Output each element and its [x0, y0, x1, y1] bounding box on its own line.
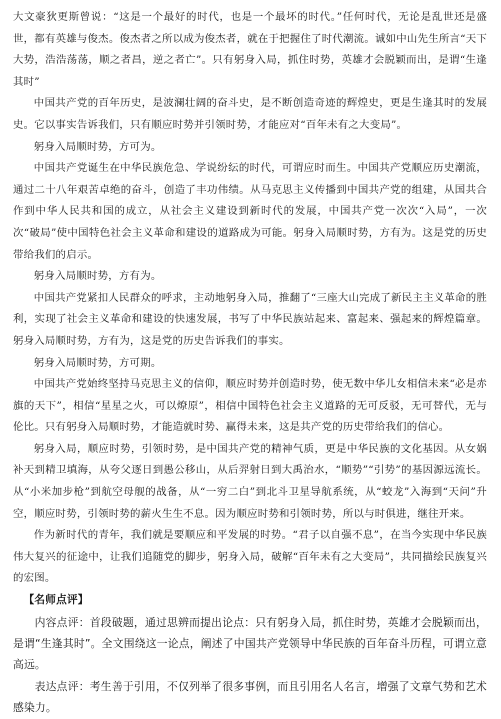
article-paragraph-3: 中国共产党诞生在中华民族危急、学说纷纭的时代，可谓应时而生。中国共产党顺应历史潮流，通过二十八年艰苦卓绝的奋斗，创造了丰功伟绩。从马克思主义传播到中国共产党的组建，从国共合作到中华人民共和国的成立，从社会主义建设到新时代的发展，中国共产党一次次“入局”，一次次“破局”使中国特色社会主义革命和建设的道路成为可能。躬身入局顺时势，方有为。这是党的历史带给我们的启示。	[13, 162, 487, 261]
article-paragraph-2: 中国共产党的百年历史，是波澜壮阔的奋斗史，是不断创造奇迹的辉煌史，更是生逢其时的发展史。它以事实告诉我们，只有顺应时势并引领时势，才能应对“百年未有之大变局”。	[13, 97, 487, 131]
content-comment: 内容点评：首段破题，通过思辨而提出论点：只有躬身入局，抓住时势，英雄才会脱颖而出，是谓“生逢其时”。全文围绕这一论点，阐述了中国共产党领导中华民族的百年奋斗历程，可谓立意高远。	[13, 615, 487, 672]
article-paragraph-1: 大文豪狄更斯曾说：“这是一个最好的时代，也是一个最坏的时代。”任何时代，无论是乱世还是盛世，都有英雄与俊杰。俊杰者之所以成为俊杰者，就在于把握住了时代潮流。诚如中山先生所言“天下大势，浩浩荡荡，顺之者昌，逆之者亡”。只有躬身入局，抓住时势，英雄才会脱颖而出，是谓“生逢其时”	[13, 11, 487, 88]
review-heading: 【名师点评】	[23, 594, 89, 607]
article-paragraph-5: 中国共产党始终坚持马克思主义的信仰，顺应时势并创造时势，使无数中华儿女相信未来“必是赤旗的天下”，相信“星星之火，可以燎原”，相信中国特色社会主义道路的无可反驳，无可替代，无与伦比。只有躬身入局顺时势，才能造就时势、赢得未来，这是共产党的历史带给我们的信心。	[13, 378, 487, 434]
article-paragraph-4: 中国共产党紧扣人民群众的呼求，主动地躬身入局，推翻了“三座大山完成了新民主主义革命的胜利，实现了社会主义革命和建设的快速发展，书写了中华民族站起来、富起来、强起来的辉煌篇章。躬身入局顺时势，方有为，这是党的历史告诉我们的事实。	[13, 291, 487, 347]
section-heading-1: 躬身入局顺时势，方可为。	[33, 140, 162, 153]
article-paragraph-6: 躬身入局，顺应时势，引领时势，是中国共产党的精神气质，更是中华民族的文化基因。从女娲补天到精卫填海，从夸父逐日到愚公移山，从后羿射日到大禹治水，“顺势”“引势”的基因源远流长。从“小米加步枪”到航空母舰的战备，从“一穷二白”到北斗卫星导航系统，从“蛟龙”入海到“天问”升空，顺应时势，引领时势的薪火生生不息。因为顺应时势和引领时势，所以与时俱进，继往开来。	[13, 442, 487, 520]
section-heading-2: 躬身入局顺时势，方有为。	[33, 270, 162, 283]
article-paragraph-7: 作为新时代的青年，我们就是要顺应和平发展的时势。“君子以自强不息”，在当今实现中华民族伟大复兴的征途中，让我们追随党的脚步，躬身入局，破解“百年未有之大变局”，共同描绘民族复兴的宏图。	[13, 529, 487, 585]
section-heading-3: 躬身入局顺时势，方可期。	[33, 356, 162, 369]
expression-comment: 表达点评：考生善于引用，不仅列举了很多事例，而且引用名人名言，增强了文章气势和艺术感染力。	[13, 679, 487, 715]
